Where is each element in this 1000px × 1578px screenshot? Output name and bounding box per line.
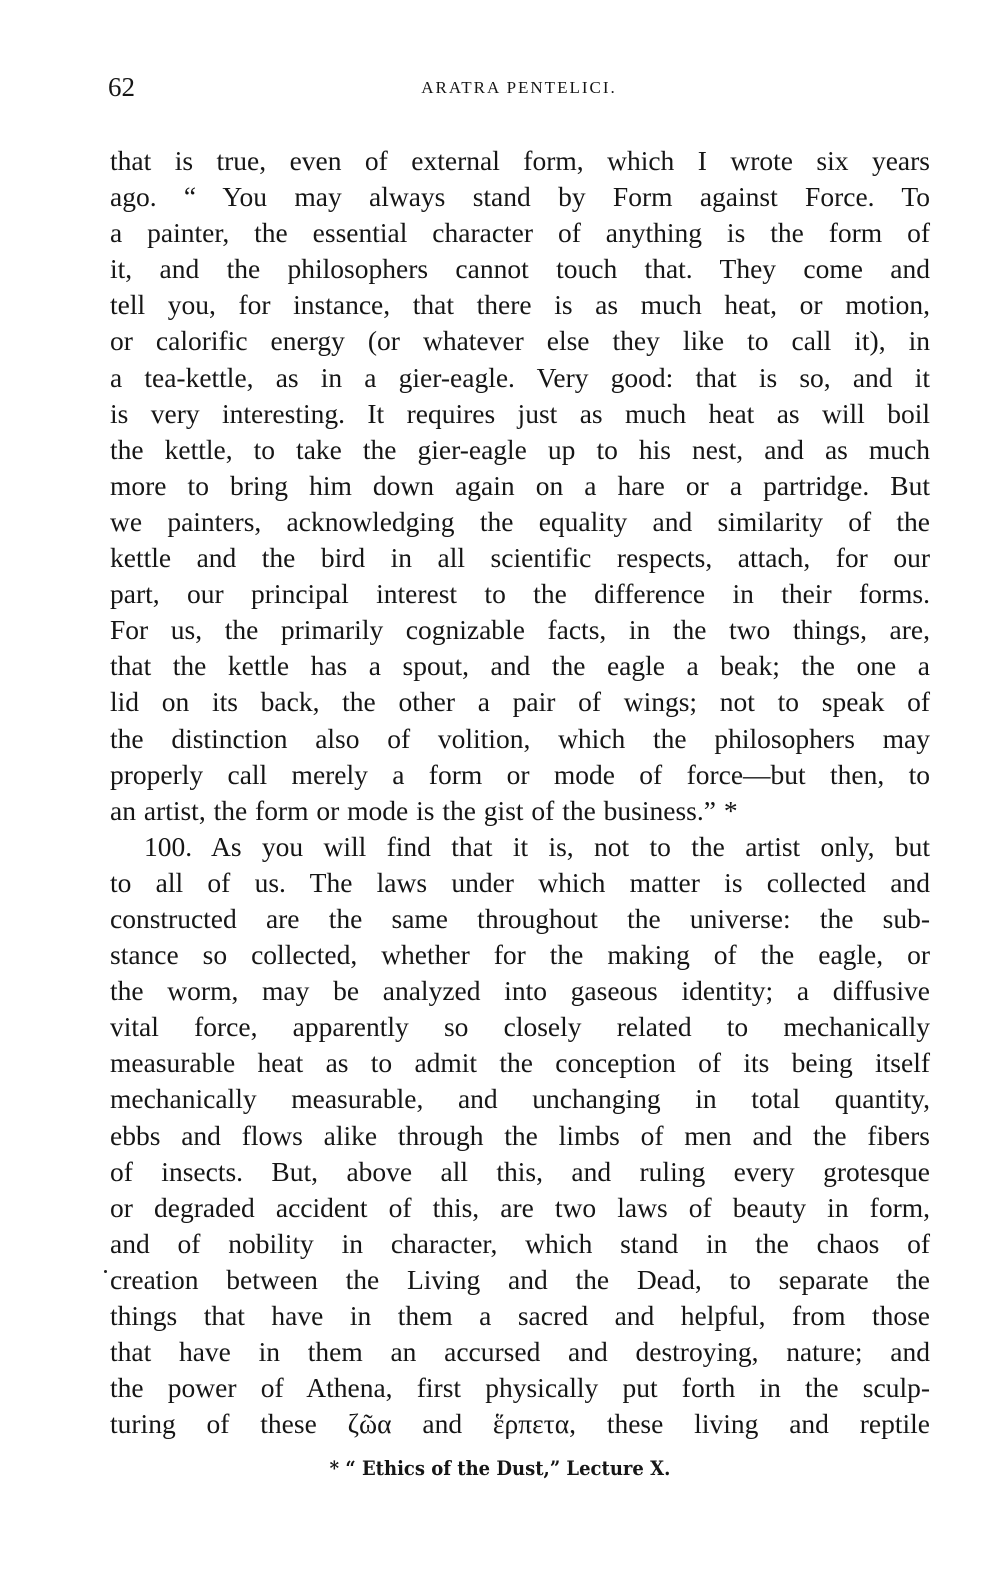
text-line: of insects. But, above all this, and ruling every grotesque — [110, 1155, 930, 1187]
text-line: it, and the philosophers cannot touch that. They come and — [110, 253, 930, 285]
page-number: 62 — [108, 72, 135, 102]
text-line: to all of us. The laws under which matter is collected and — [110, 866, 930, 898]
text-line: the distinction also of volition, which the philosophers may — [110, 722, 930, 754]
text-line: kettle and the bird in all scientific respects, attach, for our — [110, 542, 930, 574]
footnote: * “ Ethics of the Dust,” Lecture X. — [329, 1456, 671, 1480]
text-line: ago. “ You may always stand by Form against Force. To — [110, 181, 930, 213]
margin-mark — [104, 1270, 107, 1273]
body-text — [110, 143, 930, 1442]
text-line: the kettle, to take the gier-eagle up to his nest, and as much — [110, 433, 930, 465]
text-line: part, our principal interest to the difference in their forms. — [110, 578, 930, 610]
text-line: the worm, may be analyzed into gaseous identity; a diffusive — [110, 975, 930, 1007]
text-line: a painter, the essential character of anything is the form of — [110, 217, 930, 249]
text-line: 100. As you will find that it is, not to the artist only, but — [144, 830, 930, 862]
text-line: things that have in them a sacred and helpful, from those — [110, 1300, 930, 1331]
text-line: more to bring him down again on a hare or a partridge. But — [110, 469, 930, 501]
text-line: creation between the Living and the Dead, to separate the — [110, 1263, 930, 1295]
text-line: mechanically measurable, and unchanging in total quantity, — [110, 1083, 930, 1115]
text-line: a tea-kettle, as in a gier-eagle. Very good: that is so, and it — [110, 361, 930, 393]
text-line: or degraded accident of this, are two laws of beauty in form, — [110, 1191, 930, 1223]
running-title: ARATRA PENTELICI. — [421, 78, 617, 97]
text-line: we painters, acknowledging the equality and similarity of the — [110, 505, 930, 537]
text-line: is very interesting. It requires just as much heat as will boil — [110, 397, 930, 429]
text-line: constructed are the same throughout the universe: the sub- — [110, 902, 930, 934]
text-line: that have in them an accursed and destroying, nature; and — [110, 1336, 930, 1368]
text-line: turing of these ζῶα and ἕρπετα, these living and reptile — [110, 1408, 930, 1440]
text-line: and of nobility in character, which stand in the chaos of — [110, 1227, 930, 1259]
text-line: vital force, apparently so closely related to mechanically — [110, 1011, 930, 1043]
text-line: that the kettle has a spout, and the eagle a beak; the one a — [110, 650, 930, 682]
text-line: that is true, even of external form, which I wrote six years — [110, 145, 930, 176]
text-line: or calorific energy (or whatever else they like to call it), in — [110, 325, 930, 357]
text-line: stance so collected, whether for the making of the eagle, or — [110, 939, 930, 971]
text-line: an artist, the form or mode is the gist of the business.” * — [110, 794, 738, 826]
text-line: For us, the primarily cognizable facts, in the two things, are, — [110, 614, 930, 646]
text-line: lid on its back, the other a pair of wings; not to speak of — [110, 686, 930, 718]
page-header — [108, 72, 930, 108]
text-line: tell you, for instance, that there is as much heat, or motion, — [110, 289, 930, 321]
text-line: the power of Athena, first physically put forth in the sculp- — [110, 1372, 930, 1404]
text-line: ebbs and flows alike through the limbs of men and the fibers — [110, 1119, 930, 1151]
text-line: properly call merely a form or mode of force—but then, to — [110, 758, 930, 790]
text-line: measurable heat as to admit the conception of its being itself — [110, 1047, 930, 1079]
